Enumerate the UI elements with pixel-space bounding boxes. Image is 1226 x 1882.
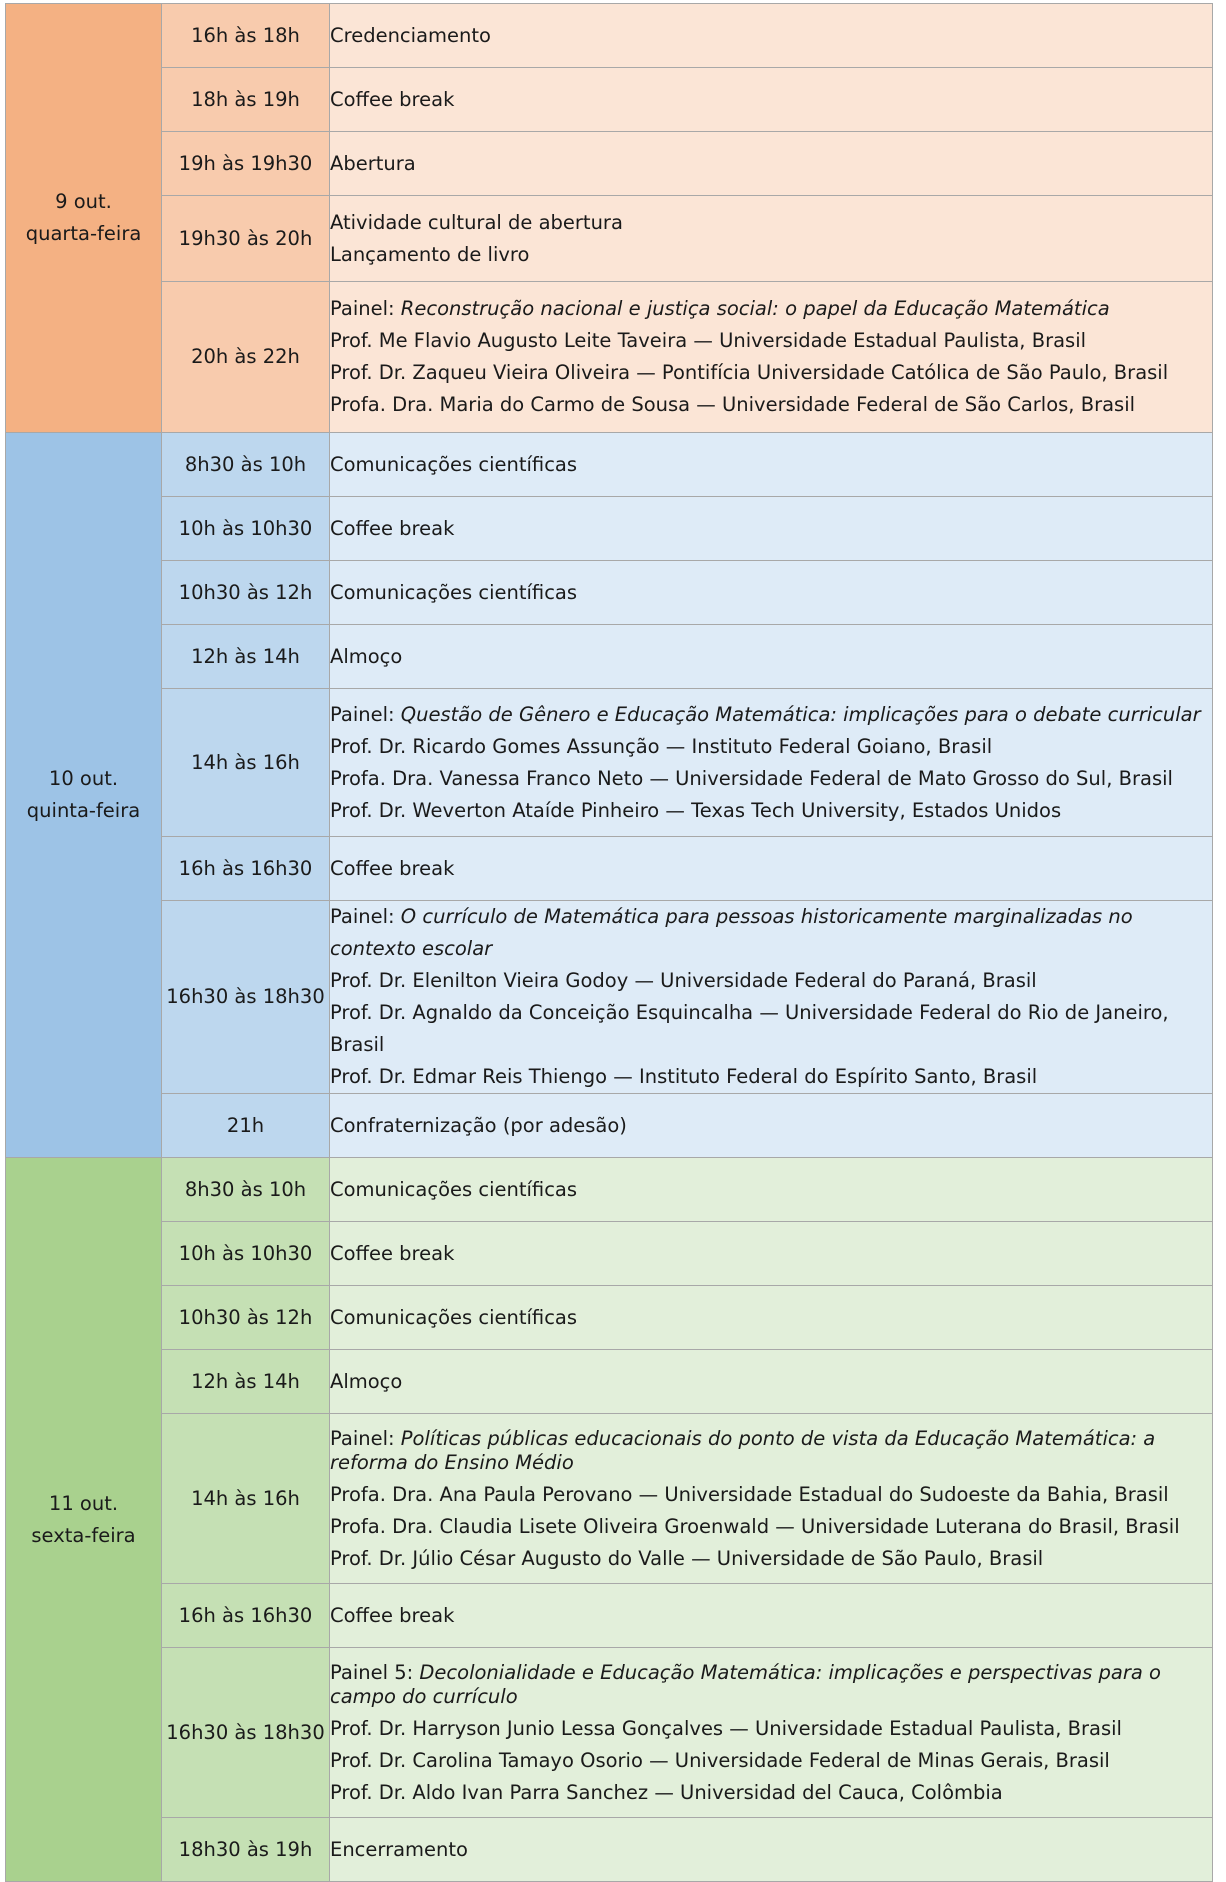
activity-text: Almoço xyxy=(330,1369,403,1393)
activity-cell xyxy=(330,1818,1213,1882)
panel-heading xyxy=(330,1423,1212,1479)
activity-text: Abertura xyxy=(330,151,416,175)
panelist: Prof. Dr. Harryson Junio Lessa Gonçalves — Universidade Estadual Paulista, Brasil xyxy=(330,1716,1122,1740)
panelist: Profa. Dra. Vanessa Franco Neto — Universidade Federal de Mato Grosso do Sul, Brasil xyxy=(330,766,1173,790)
activity-cell xyxy=(330,68,1213,132)
day-date: 10 out. xyxy=(48,767,119,790)
panelist: Prof. Dr. Zaqueu Vieira Oliveira — Pontifícia Universidade Católica de São Paulo, Brasil xyxy=(330,361,1169,384)
panel-prefix: Painel: xyxy=(330,905,401,928)
panel-title: O currículo de Matemática para pessoas historicamente marginalizadas no contexto escolar xyxy=(330,905,1133,960)
activity-cell xyxy=(330,837,1213,901)
time-cell: 16h às 16h30 xyxy=(162,1584,330,1648)
time-cell: 18h às 19h xyxy=(162,68,330,132)
panelist: Prof. Dr. Aldo Ivan Parra Sanchez — Universidad del Cauca, Colômbia xyxy=(330,1780,1003,1804)
panel-prefix: Painel 5: xyxy=(330,1660,420,1684)
time-cell: 10h às 10h30 xyxy=(162,497,330,561)
activity-text: Credenciamento xyxy=(330,23,491,47)
time-cell: 18h30 às 19h xyxy=(162,1818,330,1882)
schedule-row xyxy=(6,433,1213,497)
activity-text: Confraternização (por adesão) xyxy=(330,1113,627,1137)
schedule-row xyxy=(6,282,1213,433)
schedule-row xyxy=(6,561,1213,625)
activity-cell xyxy=(330,132,1213,196)
time-cell: 19h às 19h30 xyxy=(162,132,330,196)
panelist: Prof. Dr. Júlio César Augusto do Valle — Universidade de São Paulo, Brasil xyxy=(330,1546,1044,1570)
schedule-row xyxy=(6,1414,1213,1584)
activity-cell xyxy=(330,1414,1213,1584)
activity-text: Coffee break xyxy=(330,1241,455,1265)
panel-prefix: Painel: xyxy=(330,1426,401,1450)
time-cell: 14h às 16h xyxy=(162,689,330,837)
schedule-row xyxy=(6,1286,1213,1350)
activity-text: Comunicações científicas xyxy=(330,1305,578,1329)
schedule-row xyxy=(6,196,1213,282)
time-cell: 16h às 18h xyxy=(162,4,330,68)
day-weekday: quarta-feira xyxy=(25,222,142,245)
activity-cell xyxy=(330,561,1213,625)
activity-text: Atividade cultural de abertura xyxy=(330,210,623,234)
time-cell: 20h às 22h xyxy=(162,282,330,433)
panel-heading xyxy=(330,699,1212,731)
activity-cell xyxy=(330,1094,1213,1158)
schedule-row xyxy=(6,1648,1213,1818)
schedule-row xyxy=(6,837,1213,901)
panel-title: Decolonialidade e Educação Matemática: implicações e perspectivas para o campo do currículo xyxy=(330,1660,1161,1708)
time-cell: 16h30 às 18h30 xyxy=(162,1648,330,1818)
schedule-row xyxy=(6,1584,1213,1648)
panelist: Prof. Dr. Elenilton Vieira Godoy — Universidade Federal do Paraná, Brasil xyxy=(330,969,1037,992)
activity-text: Lançamento de livro xyxy=(330,242,530,266)
panelist: Prof. Dr. Agnaldo da Conceição Esquincalha — Universidade Federal do Rio de Janeiro, Brasil xyxy=(330,1001,1169,1056)
schedule-row xyxy=(6,625,1213,689)
day-cell xyxy=(6,4,162,433)
schedule-row xyxy=(6,689,1213,837)
activity-cell xyxy=(330,1222,1213,1286)
time-cell: 10h30 às 12h xyxy=(162,561,330,625)
schedule-row xyxy=(6,1818,1213,1882)
panel-prefix: Painel: xyxy=(330,297,401,320)
time-cell: 12h às 14h xyxy=(162,625,330,689)
panelist: Profa. Dra. Ana Paula Perovano — Universidade Estadual do Sudoeste da Bahia, Brasil xyxy=(330,1482,1169,1506)
panelist: Prof. Dr. Carolina Tamayo Osorio — Universidade Federal de Minas Gerais, Brasil xyxy=(330,1748,1110,1772)
panel-heading xyxy=(330,1657,1212,1713)
panelist: Prof. Me Flavio Augusto Leite Taveira — Universidade Estadual Paulista, Brasil xyxy=(330,329,1087,352)
time-cell: 8h30 às 10h xyxy=(162,1158,330,1222)
schedule-row xyxy=(6,1222,1213,1286)
panel-title: Políticas públicas educacionais do ponto de vista da Educação Matemática: a reforma do Ensino Médio xyxy=(330,1426,1156,1474)
activity-cell xyxy=(330,196,1213,282)
schedule-row xyxy=(6,4,1213,68)
panelist: Prof. Dr. Weverton Ataíde Pinheiro — Texas Tech University, Estados Unidos xyxy=(330,798,1062,822)
schedule-row xyxy=(6,497,1213,561)
time-cell: 16h30 às 18h30 xyxy=(162,901,330,1094)
activity-text: Comunicações científicas xyxy=(330,452,578,476)
schedule-body xyxy=(6,4,1213,1882)
time-cell: 16h às 16h30 xyxy=(162,837,330,901)
panel-title: Questão de Gênero e Educação Matemática: implicações para o debate curricular xyxy=(400,702,1201,726)
schedule-row xyxy=(6,1350,1213,1414)
day-cell xyxy=(6,433,162,1158)
panelist: Profa. Dra. Claudia Lisete Oliveira Groenwald — Universidade Luterana do Brasil, Brasil xyxy=(330,1514,1180,1538)
activity-cell xyxy=(330,625,1213,689)
panel-heading xyxy=(330,293,1212,325)
activity-cell xyxy=(330,433,1213,497)
activity-text: Coffee break xyxy=(330,1603,455,1627)
day-date: 9 out. xyxy=(55,190,112,213)
activity-cell xyxy=(330,1648,1213,1818)
schedule-row xyxy=(6,1094,1213,1158)
time-cell: 12h às 14h xyxy=(162,1350,330,1414)
activity-text: Encerramento xyxy=(330,1837,468,1861)
schedule-row xyxy=(6,132,1213,196)
activity-cell xyxy=(330,1286,1213,1350)
activity-cell xyxy=(330,1350,1213,1414)
time-cell: 21h xyxy=(162,1094,330,1158)
schedule-row xyxy=(6,68,1213,132)
schedule-table xyxy=(5,3,1213,1882)
panelist: Profa. Dra. Maria do Carmo de Sousa — Universidade Federal de São Carlos, Brasil xyxy=(330,393,1136,416)
day-date: 11 out. xyxy=(48,1491,119,1515)
activity-cell xyxy=(330,497,1213,561)
day-weekday: sexta-feira xyxy=(31,1523,136,1547)
day-cell xyxy=(6,1158,162,1882)
panel-title: Reconstrução nacional e justiça social: o papel da Educação Matemática xyxy=(400,297,1110,320)
schedule-row xyxy=(6,1158,1213,1222)
activity-cell xyxy=(330,901,1213,1094)
activity-text: Coffee break xyxy=(330,856,455,880)
activity-cell xyxy=(330,4,1213,68)
panelist: Prof. Dr. Ricardo Gomes Assunção — Instituto Federal Goiano, Brasil xyxy=(330,734,993,758)
activity-text: Comunicações científicas xyxy=(330,1177,578,1201)
activity-text: Coffee break xyxy=(330,87,455,111)
activity-cell xyxy=(330,282,1213,433)
activity-cell xyxy=(330,689,1213,837)
time-cell: 10h30 às 12h xyxy=(162,1286,330,1350)
activity-text: Almoço xyxy=(330,644,403,668)
panelist: Prof. Dr. Edmar Reis Thiengo — Instituto Federal do Espírito Santo, Brasil xyxy=(330,1065,1038,1088)
activity-text: Coffee break xyxy=(330,516,455,540)
time-cell: 8h30 às 10h xyxy=(162,433,330,497)
activity-cell xyxy=(330,1584,1213,1648)
activity-cell xyxy=(330,1158,1213,1222)
panel-heading xyxy=(330,901,1212,965)
time-cell: 14h às 16h xyxy=(162,1414,330,1584)
time-cell: 10h às 10h30 xyxy=(162,1222,330,1286)
schedule-row xyxy=(6,901,1213,1094)
activity-text: Comunicações científicas xyxy=(330,580,578,604)
time-cell: 19h30 às 20h xyxy=(162,196,330,282)
panel-prefix: Painel: xyxy=(330,702,401,726)
day-weekday: quinta-feira xyxy=(26,799,141,822)
